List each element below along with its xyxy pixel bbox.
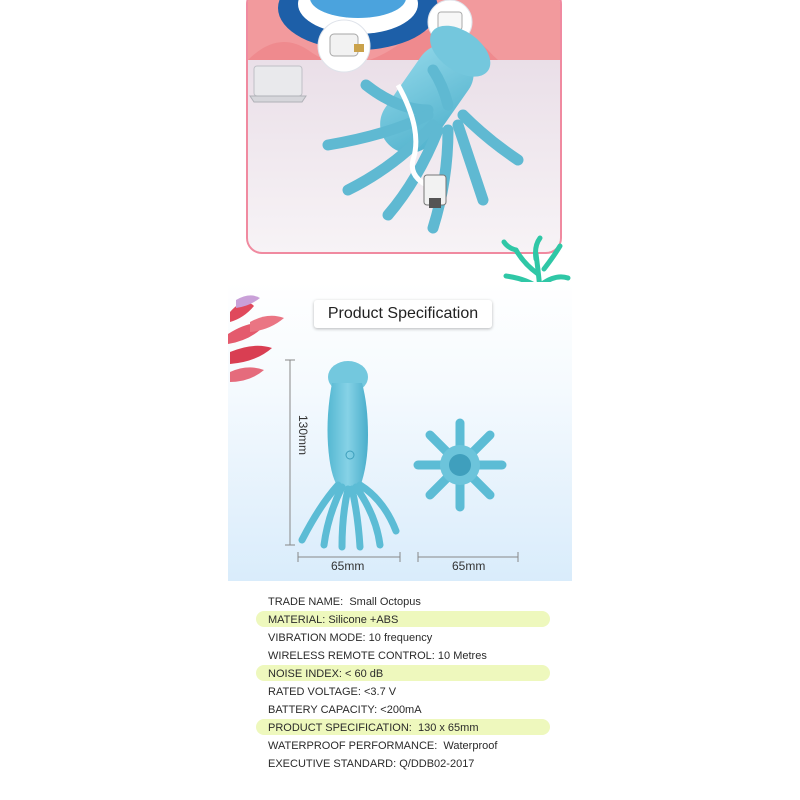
spec-row-battery-capacity: BATTERY CAPACITY: <200mA [268, 704, 422, 716]
spec-row-waterproof: WATERPROOF PERFORMANCE: Waterproof [268, 740, 498, 752]
ring-width-dimension-label: 65mm [452, 559, 486, 573]
spec-title: Product Specification [314, 300, 492, 328]
spec-row-trade-name: TRADE NAME: Small Octopus [268, 596, 421, 608]
product-photo [246, 0, 562, 254]
spec-row-rated-voltage: RATED VOLTAGE: <3.7 V [268, 686, 397, 698]
product-dimension-diagram [280, 355, 530, 575]
spec-row-material: MATERIAL: Silicone +ABS [268, 614, 399, 626]
spec-row-noise-index: NOISE INDEX: < 60 dB [268, 668, 384, 680]
spec-row-executive-standard: EXECUTIVE STANDARD: Q/DDB02-2017 [268, 758, 475, 770]
spec-row-wireless-remote: WIRELESS REMOTE CONTROL: 10 Metres [268, 650, 487, 662]
spec-row-vibration-mode: VIBRATION MODE: 10 frequency [268, 632, 433, 644]
height-dimension-label: 130mm [296, 414, 311, 456]
width-dimension-label: 65mm [331, 559, 365, 573]
spec-row-product-specification: PRODUCT SPECIFICATION: 130 x 65mm [268, 722, 479, 734]
